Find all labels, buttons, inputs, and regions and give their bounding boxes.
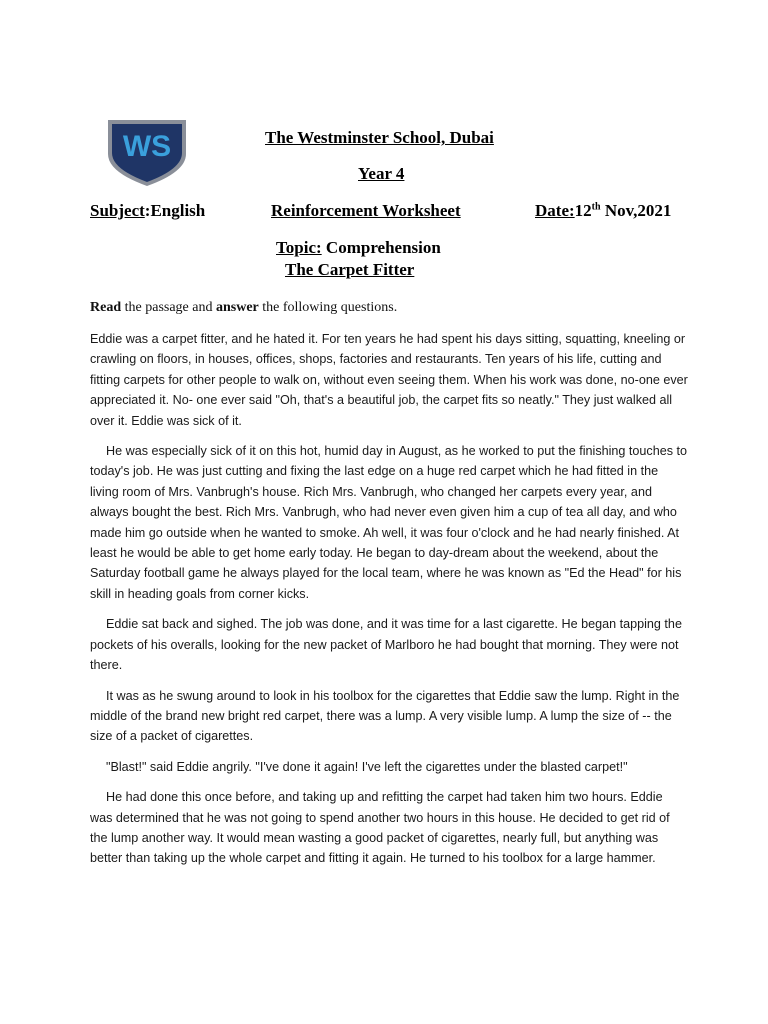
topic-line (276, 238, 441, 258)
logo-text: WS (122, 130, 172, 163)
subject-line (90, 201, 205, 221)
date-label: Date: (535, 201, 575, 220)
topic-label: Topic: (276, 238, 322, 257)
instruction-answer: answer (215, 300, 259, 315)
paragraph-2: He was especially sick of it on this hot, humid day in August, as he worked to put the finishing touches to today's job. He was just cutting and fixing the last edge on a huge red carpet which he had fitted in the living room of Mrs. Vanbrugh's house. Rich Mrs. Vanbrugh, who changed her carpets every year, and always bought the best. Rich Mrs. Vanbrugh, who had never even given him a cup of tea all day, and who made him go outside when he wanted to smoke. Ah well, it was four o'clock and he had nearly finished. At least he would be able to get home early today. He began to day-dream about the weekend, about the Saturday football game he always played for the local team, where he was known as "Ed the Head" for his skill in heading goals from corner kicks. (90, 444, 688, 601)
subject-value: :English (144, 201, 206, 220)
passage (90, 329, 688, 879)
year-label: Year 4 (358, 164, 405, 183)
instruction-text-1: the passage and (121, 300, 216, 315)
date-rest: Nov,2021 (600, 201, 672, 220)
date-line (535, 201, 671, 221)
paragraph-5: "Blast!" said Eddie angrily. "I've done it again! I've left the cigarettes under the blasted carpet!" (106, 759, 628, 774)
date-suffix: th (591, 201, 601, 213)
paragraph-4: It was as he swung around to look in his toolbox for the cigarettes that Eddie saw the lump. Right in the middle of the brand new bright red carpet, there was a lump. A very visible lump. A lump the size of -- the size of a packet of cigarettes. (90, 688, 680, 744)
instruction-read: Read (90, 300, 122, 315)
instruction (90, 300, 397, 316)
paragraph-3: Eddie sat back and sighed. The job was done, and it was time for a last cigarette. He began tapping the pockets of his overalls, looking for the new packet of Marlboro he had bought that morning. They were not there. (90, 617, 682, 673)
worksheet-type: Reinforcement Worksheet (271, 201, 461, 220)
school-logo (106, 116, 188, 188)
topic-value: Comprehension (321, 238, 441, 257)
subject-label: Subject (90, 201, 145, 220)
date-day: 12 (574, 201, 592, 220)
paragraph-1: Eddie was a carpet fitter, and he hated it. For ten years he had spent his days sitting, squatting, kneeling or crawling on floors, in houses, offices, shops, factories and restaurants. Ten years of his life, cutting and fitting carpets for other people to walk on, without even seeing them. When his work was done, no-one ever appreciated it. No- one ever said "Oh, that's a beautiful job, the carpet fits so neatly." They just walked all over it. Eddie was sick of it. (90, 332, 688, 428)
paragraph-6: He had done this once before, and taking up and refitting the carpet had taken him two hours. Eddie was determined that he was not going to spend another two hours in this house. He decided to get rid of the lump another way. It would mean wasting a good packet of cigarettes, nearly full, but anything was better than taking up the whole carpet and fitting it again. He turned to his toolbox for a large hammer. (90, 790, 670, 866)
school-name: The Westminster School, Dubai (265, 128, 494, 147)
instruction-text-2: the following questions. (258, 300, 398, 315)
passage-title: The Carpet Fitter (285, 260, 415, 279)
